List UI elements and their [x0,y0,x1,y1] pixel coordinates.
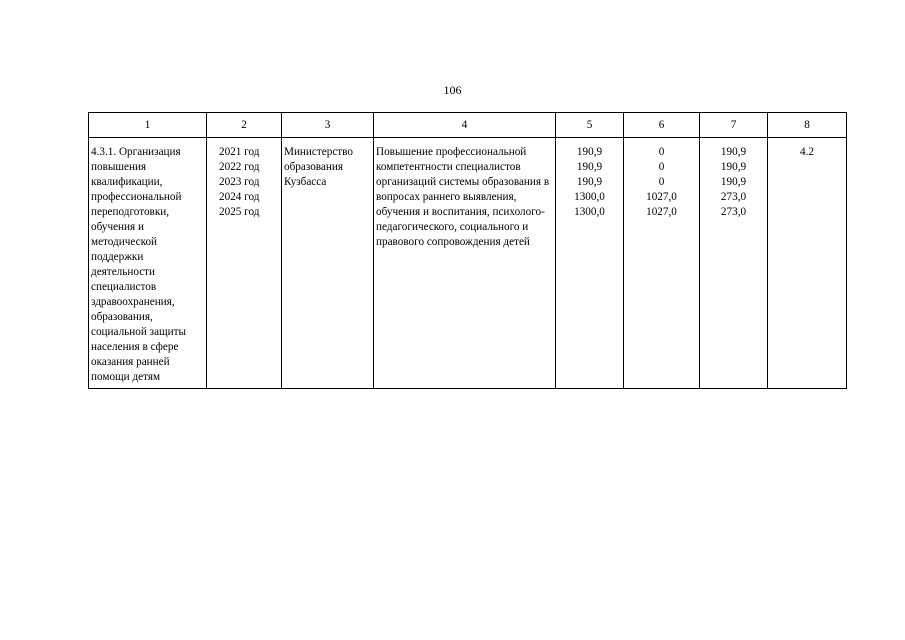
value-item: 1027,0 [646,206,677,218]
header-cell-2: 2 [207,113,282,138]
result-cell: Повышение профессиональной компетентности специалистов организаций системы образования в вопросах раннего выявления, обучения и воспитания, психолого-педагогического, социального и правового сопровождения детей [374,138,556,389]
header-cell-3: 3 [282,113,374,138]
program-table [88,112,847,389]
value-item: 190,9 [576,146,603,158]
col7-cell [700,138,768,389]
header-cell-4: 4 [374,113,556,138]
value-item: 0 [658,176,665,188]
value-item: 0 [658,161,665,173]
value-item: 1300,0 [574,206,605,218]
header-cell-8: 8 [768,113,847,138]
page-number: 106 [443,83,462,97]
value-item: 190,9 [576,161,603,173]
value-item: 273,0 [720,191,747,203]
table-header-row [89,113,847,138]
value-item: 190,9 [576,176,603,188]
year-item: 2023 год [219,176,260,188]
value-item: 0 [658,146,665,158]
value-item: 190,9 [720,161,747,173]
year-item: 2022 год [219,161,260,173]
header-cell-1: 1 [89,113,207,138]
value-item: 273,0 [720,206,747,218]
year-item: 2024 год [219,191,260,203]
col6-cell [624,138,700,389]
activity-cell: 4.3.1. Организация повышения квалификации, профессиональной переподготовки, обучения и методической поддержки деятельности специалистов здравоохранения, образования, социальной защиты населения в сфере оказания ранней помощи детям [89,138,207,389]
header-cell-5: 5 [556,113,624,138]
header-cell-6: 6 [624,113,700,138]
value-item: 190,9 [720,176,747,188]
value-item: 1027,0 [646,191,677,203]
executor-cell: Министерство образования Кузбасса [282,138,374,389]
value-item: 190,9 [720,146,747,158]
table-row [89,138,847,389]
header-cell-7: 7 [700,113,768,138]
year-item: 2025 год [219,206,260,218]
value-item: 1300,0 [574,191,605,203]
year-item: 2021 год [219,146,260,158]
col5-cell [556,138,624,389]
years-cell [207,138,282,389]
indicator-cell: 4.2 [768,138,847,389]
